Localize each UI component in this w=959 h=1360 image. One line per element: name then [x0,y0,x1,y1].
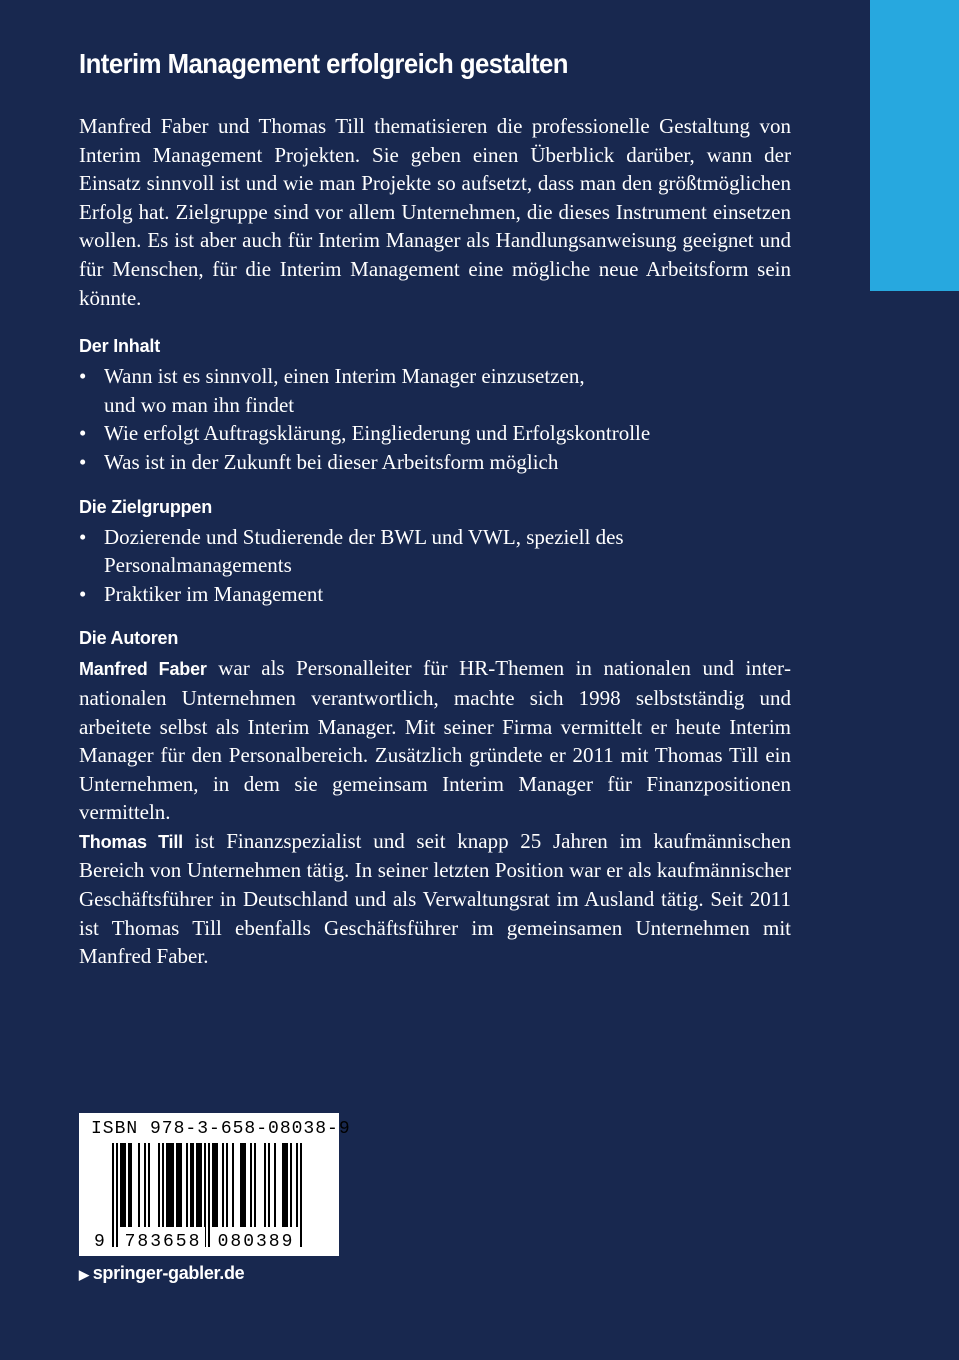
barcode-bar [122,1143,124,1227]
play-arrow-icon: ▶ [79,1267,89,1282]
barcode-bar [196,1143,198,1227]
barcode-bar [168,1143,170,1227]
barcode-graphic [79,1113,339,1256]
heading-zielgruppen: Die Zielgruppen [79,496,213,517]
barcode-bar [170,1143,172,1227]
barcode-bar [216,1143,218,1227]
barcode-bar [250,1143,252,1227]
barcode-bar [264,1143,266,1227]
website-link[interactable]: ▶ springer-gabler.de [79,1263,245,1283]
bullet-icon: • [79,449,87,474]
barcode-bar [198,1143,200,1227]
barcode-bar [300,1143,302,1247]
list-item: • Wann ist es sinnvoll, einen Interim Manager einzusetzen, und wo man ihn findet [79,364,585,417]
barcode-bar [130,1143,132,1227]
barcode-bar [254,1143,256,1227]
barcode-bar [172,1143,174,1227]
barcode-bar [166,1143,168,1227]
barcode-bar [232,1143,234,1227]
barcode-right-digits: 080389 [217,1232,295,1252]
barcode-bar [124,1143,126,1227]
barcode-bar [268,1143,270,1227]
barcode-bar [112,1143,114,1247]
barcode-bar [192,1143,194,1227]
barcode-bar [116,1143,118,1247]
barcode-bar [128,1143,130,1227]
barcode-bar [158,1143,160,1227]
back-cover-text [79,44,791,971]
zielgruppen-list [79,523,791,609]
barcode-bar [190,1143,192,1227]
isbn-barcode [79,1113,351,1256]
barcode-bar [214,1143,216,1227]
barcode-first-digit: 9 [94,1232,105,1252]
barcode-bar [286,1143,288,1227]
bullet-icon: • [79,581,87,606]
bio-till [79,827,791,971]
barcode-bar [282,1143,284,1227]
book-title: Interim Management erfolgreich gestalten [79,48,568,79]
barcode-bar [242,1143,244,1227]
bio-text-faber: war als Personalleiter für HR-Themen in nationalen und internationalen Unternehmen verantwortlich, machte sich 1998 selbstständig und arbeitete selbst als Interim Manager. Mit seiner Firma vermittelt er heute Interim Manager für den Personalbereich. Zusätzlich gründete er 2011 mit Thomas Till ein Unternehmen, in dem sie gemeinsam Interim Manager für Finanzpositionen vermitteln. [79,656,791,825]
barcode-bar [178,1143,180,1227]
heading-inhalt: Der Inhalt [79,336,161,357]
inhalt-list [79,362,791,476]
barcode-bar [244,1143,246,1227]
barcode-bar [186,1143,188,1227]
barcode-bar [138,1143,140,1227]
barcode-bar [290,1143,292,1227]
list-item: • Praktiker im Management [79,580,791,609]
barcode-bar [180,1143,182,1227]
bio-faber [79,654,791,827]
bullet-icon: • [79,421,87,446]
isbn-label: ISBN 978-3-658-08038-9 [91,1119,351,1139]
bio-text-till: ist Finanzspezialist und seit knapp 25 Jahren im kaufmännischen Bereich von Unternehmen tätig. In seiner letzten Position war er als kaufmännischer Geschäftsführer in Deutschland und als Verwaltungsrat im Ausland tätig. Seit 2011 ist Thomas Till ebenfalls Geschäftsführer im gemeinsamen Unternehmen mit Manfred Faber. [79,828,791,969]
barcode-bar [226,1143,228,1227]
barcode-bar [284,1143,286,1227]
barcode-bar [176,1143,178,1227]
list-item: • Dozierende und Studierende der BWL und VWL, speziell des Personalmanagements [79,524,624,578]
barcode-bar [120,1143,122,1227]
intro-paragraph: Manfred Faber und Thomas Till thematisieren die professionelle Gestaltung von Interim Management Projekten. Sie geben einen Überblick darüber, wann der Einsatz sinnvoll ist und wie man Projekte so aufsetzt, dass man den größtmöglichen Erfolg hat. Zielgruppe sind vor allem Unternehmen, die dieses Instrument einsetzen wollen. Es ist aber auch für Interim Manager als Handlungsanweisung geeignet und für Menschen, für die Interim Management eine mögliche neue Arbeitsform sein könnte. [79,114,791,310]
barcode-bar [200,1143,202,1227]
barcode-bar [222,1143,224,1227]
barcode-bar [274,1143,276,1227]
barcode-bar [240,1143,242,1227]
bullet-icon: • [79,524,87,549]
barcode-bar [212,1143,214,1227]
list-item: • Was ist in der Zukunft bei dieser Arbeitsform möglich [79,448,791,477]
author-name-till: Thomas Till [79,831,183,852]
barcode-bar [144,1143,146,1227]
barcode-bar [208,1143,210,1247]
barcode-bar [162,1143,164,1227]
barcode-left-digits: 783658 [124,1232,202,1252]
list-item: • Wie erfolgt Auftragsklärung, Eingliederung und Erfolgskontrolle [79,419,791,448]
bullet-icon: • [79,364,87,389]
accent-bar [870,0,959,291]
author-name-faber: Manfred Faber [79,659,207,680]
heading-autoren: Die Autoren [79,628,179,649]
barcode-bar [148,1143,150,1227]
